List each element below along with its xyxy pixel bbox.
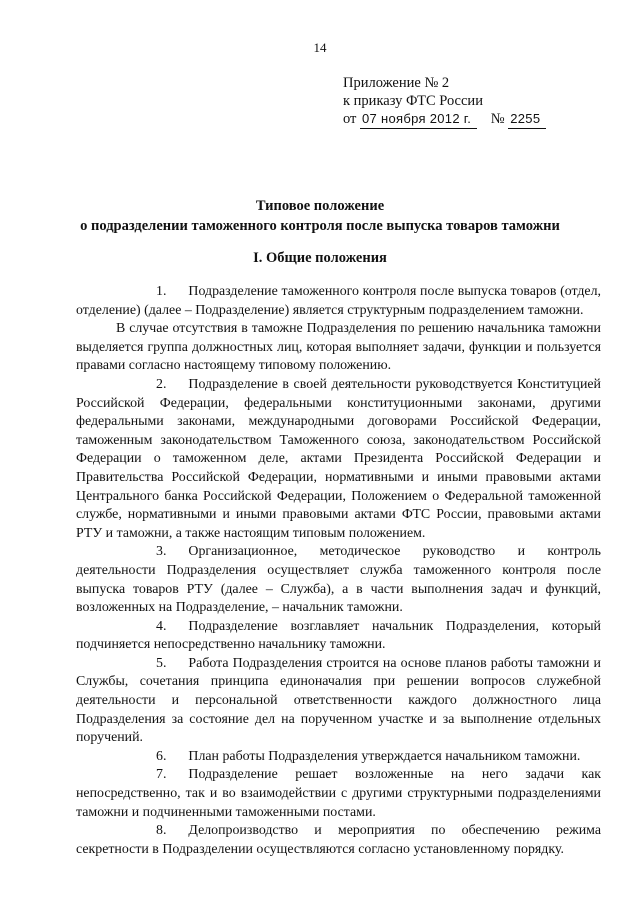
paragraph [76, 655, 601, 748]
paragraph-text: Делопроизводство и мероприятия по обеспечению режима секретности в Подразделении осуществляются согласно установленному порядку. [76, 823, 601, 857]
paragraph-text: Организационное, методическое руководство и контроль деятельности Подразделения осуществляет служба таможенного контроля после выпуска товаров РТУ (далее – Служба), а в части выполнения задач и функций, возложенных на Подразделение, – начальник таможни. [76, 544, 601, 616]
annex-date-line [343, 110, 546, 129]
page-number: 14 [313, 40, 327, 55]
annex-number-label: № [490, 111, 505, 127]
document-title-line1: Типовое положение [255, 198, 385, 214]
paragraph [76, 822, 601, 859]
paragraph [76, 376, 601, 543]
paragraph-number: 1. [156, 284, 167, 299]
paragraph-number: 3. [156, 544, 167, 560]
paragraph-text: Подразделение в своей деятельности руководствуется Конституцией Российской Федерации, федеральными конституционными законами, другими федеральными законами, международными договорами Российской Федерации, таможенным законодательством Таможенного союза, законодательством Российской Федерации о таможенном деле, актами Президента Российской Федерации и Правительства Российской Федерации, нормативными и иными правовыми актами Центрального банка Российской Федерации, Положением о Федеральной таможенной службе, нормативными и иными правовыми актами ФТС России, правовыми актами РТУ и таможни, а также настоящим типовым положением. [76, 376, 601, 541]
paragraph [76, 766, 601, 822]
paragraph [76, 618, 601, 655]
paragraph-number: 7. [156, 767, 167, 783]
paragraph-number: 5. [156, 655, 167, 671]
annex-order-ref: к приказу ФТС России [343, 93, 483, 109]
paragraph-number: 2. [156, 376, 167, 392]
paragraph-number: 8. [156, 823, 167, 839]
document-title [0, 196, 640, 236]
paragraph-text: Подразделение таможенного контроля после выпуска товаров (отдел, отделение) (далее – Подразделение) является структурным подразделением таможни. [76, 284, 601, 318]
paragraph-text: Работа Подразделения строится на основе планов работы таможни и Службы, сочетания принципа единоначалия при решении вопросов служебной деятельности и персональной ответственности каждого должностного лица Подразделения за состояние дел на порученном участке и за выполнение отдельных поручений. [76, 655, 601, 746]
paragraph [76, 748, 601, 767]
annex-block [343, 74, 546, 129]
paragraph [76, 283, 601, 320]
paragraph [76, 543, 601, 617]
paragraph-text: План работы Подразделения утверждается начальником таможни. [188, 748, 581, 764]
section-title: I. Общие положения [253, 250, 387, 266]
annex-date-value: 07 ноября 2012 г. [360, 110, 477, 129]
document-title-line2: о подразделении таможенного контроля после выпуска товаров таможни [80, 218, 560, 234]
paragraph-text: Подразделение возглавляет начальник Подразделения, который подчиняется непосредственно начальнику таможни. [76, 618, 601, 653]
annex-number-value: 2255 [508, 110, 546, 129]
paragraph-number: 4. [156, 618, 167, 634]
paragraph [76, 320, 601, 376]
paragraph-text: Подразделение решает возложенные на него задачи как непосредственно, так и во взаимодействии с другими структурными подразделениями таможни и подчиненными таможенными постами. [76, 767, 601, 820]
annex-title: Приложение № 2 [343, 75, 450, 91]
document-body [76, 283, 601, 859]
paragraph-text: В случае отсутствия в таможне Подразделения по решению начальника таможни выделяется группа должностных лиц, которая выполняет задачи, функции и пользуется правами согласно настоящему типовому положению. [76, 321, 601, 374]
paragraph-number: 6. [156, 748, 167, 764]
annex-date-prefix: от [343, 111, 357, 127]
